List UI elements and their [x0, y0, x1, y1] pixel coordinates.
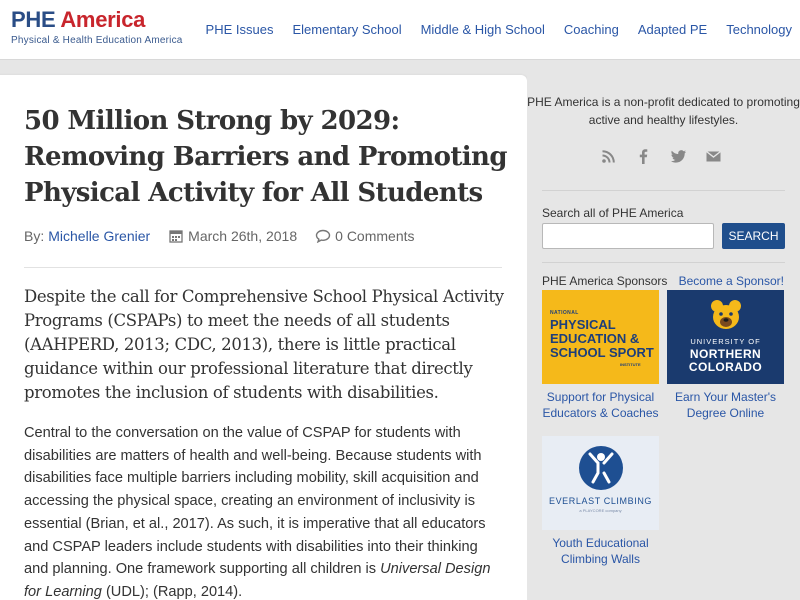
article-title: 50 Million Strong by 2029: Removing Barriers and Promoting Physical Activity for All Students [24, 106, 507, 208]
site-logo[interactable] [11, 8, 183, 46]
paragraph-text-2: (UDL); (Rapp, 2014). [101, 583, 243, 600]
article-lead: Despite the call for Comprehensive School Physical Activity Programs (CSPAPs) to meet the needs of all students (AAHPERD, 2013; CDC, 2013), there is little practical guidance within our professional literature that directly promotes the inclusion of students with disabilities. [24, 287, 504, 402]
paragraph-text-1: Central to the conversation on the value of CSPAP for students with disabilities are matters of health and well-being. Because students with disabilities face multiple barriers including mobility, skill acquisition and accessing the physical space, creating an environment of inclusivity is essential (Brian, et al., 2017). As such, it is imperative that all educators and CSPAP leaders include students with disabilities into their thinking and planning. One framework supporting all children is [24, 425, 486, 578]
byline-label: By: [24, 228, 45, 244]
publish-date: March 26th, 2018 [188, 228, 298, 244]
meta-divider [24, 267, 502, 268]
everlast-tagline: a PLAYCORE company [579, 508, 622, 513]
article-meta [24, 228, 415, 244]
unc-line-2: COLORADO [688, 360, 763, 374]
email-icon[interactable] [705, 148, 722, 165]
udl-emphasis: Universal Design for Learning [24, 561, 491, 600]
become-sponsor-link[interactable]: Become a Sponsor! [678, 274, 784, 288]
climber-icon [578, 445, 624, 491]
author-link[interactable]: Michelle Grenier [48, 228, 151, 244]
nasp-line-2: EDUCATION & [550, 331, 640, 346]
nasp-line-3: SCHOOL SPORT [550, 345, 654, 360]
unc-top-text: UNIVERSITY OF [690, 337, 761, 346]
sponsor-everlast-caption[interactable]: Youth Educational Climbing Walls [552, 536, 649, 566]
nasp-line-1: PHYSICAL [550, 317, 616, 332]
nasp-small-text: NATIONAL [550, 310, 579, 316]
sidebar-tagline: PHE America is a non-profit dedicated to promoting active and healthy lifestyles. [527, 95, 800, 127]
twitter-icon[interactable] [670, 148, 687, 165]
facebook-icon[interactable] [635, 148, 652, 165]
nasp-wordmark [550, 318, 654, 360]
logo-phe: PHE [11, 7, 56, 32]
sidebar-divider [542, 190, 785, 191]
sidebar [527, 60, 800, 600]
sponsor-nasp-logo[interactable] [542, 290, 659, 384]
nav-adapted-pe[interactable]: Adapted PE [637, 22, 708, 37]
social-links [600, 148, 722, 165]
nasp-tiny-text: INSTITUTE [620, 362, 641, 367]
nav-middle-high-school[interactable]: Middle & High School [420, 22, 545, 37]
sidebar-divider-2 [542, 262, 785, 263]
everlast-wordmark: EVERLAST CLIMBING [548, 496, 653, 506]
sponsors-heading: PHE America Sponsors [542, 274, 668, 288]
sponsor-unc-caption[interactable]: Earn Your Master's Degree Online [674, 390, 776, 420]
comment-icon [315, 229, 331, 243]
sponsor-everlast-logo[interactable] [542, 436, 659, 530]
search-input[interactable] [542, 223, 714, 249]
calendar-icon [169, 229, 183, 243]
bear-icon [709, 298, 743, 332]
nav-coaching[interactable]: Coaching [563, 22, 619, 37]
nav-phe-issues[interactable]: PHE Issues [205, 22, 274, 37]
rss-icon[interactable] [600, 148, 617, 165]
article-paragraph [24, 422, 504, 600]
logo-subtitle: Physical & Health Education America [11, 35, 183, 46]
search-label: Search all of PHE America [542, 206, 684, 220]
unc-line-1: NORTHERN [689, 347, 762, 361]
comments-link[interactable]: 0 Comments [335, 228, 415, 244]
unc-wordmark [667, 348, 784, 374]
logo-america: America [60, 7, 146, 32]
search-button[interactable]: SEARCH [722, 223, 785, 249]
main-nav [206, 22, 792, 37]
site-header [0, 0, 800, 60]
article-card [0, 75, 527, 600]
sponsor-unc-logo[interactable] [667, 290, 784, 384]
nav-technology[interactable]: Technology [726, 22, 792, 37]
sponsor-nasp-caption[interactable]: Support for Physical Educators & Coaches [542, 390, 659, 420]
nav-elementary-school[interactable]: Elementary School [292, 22, 402, 37]
